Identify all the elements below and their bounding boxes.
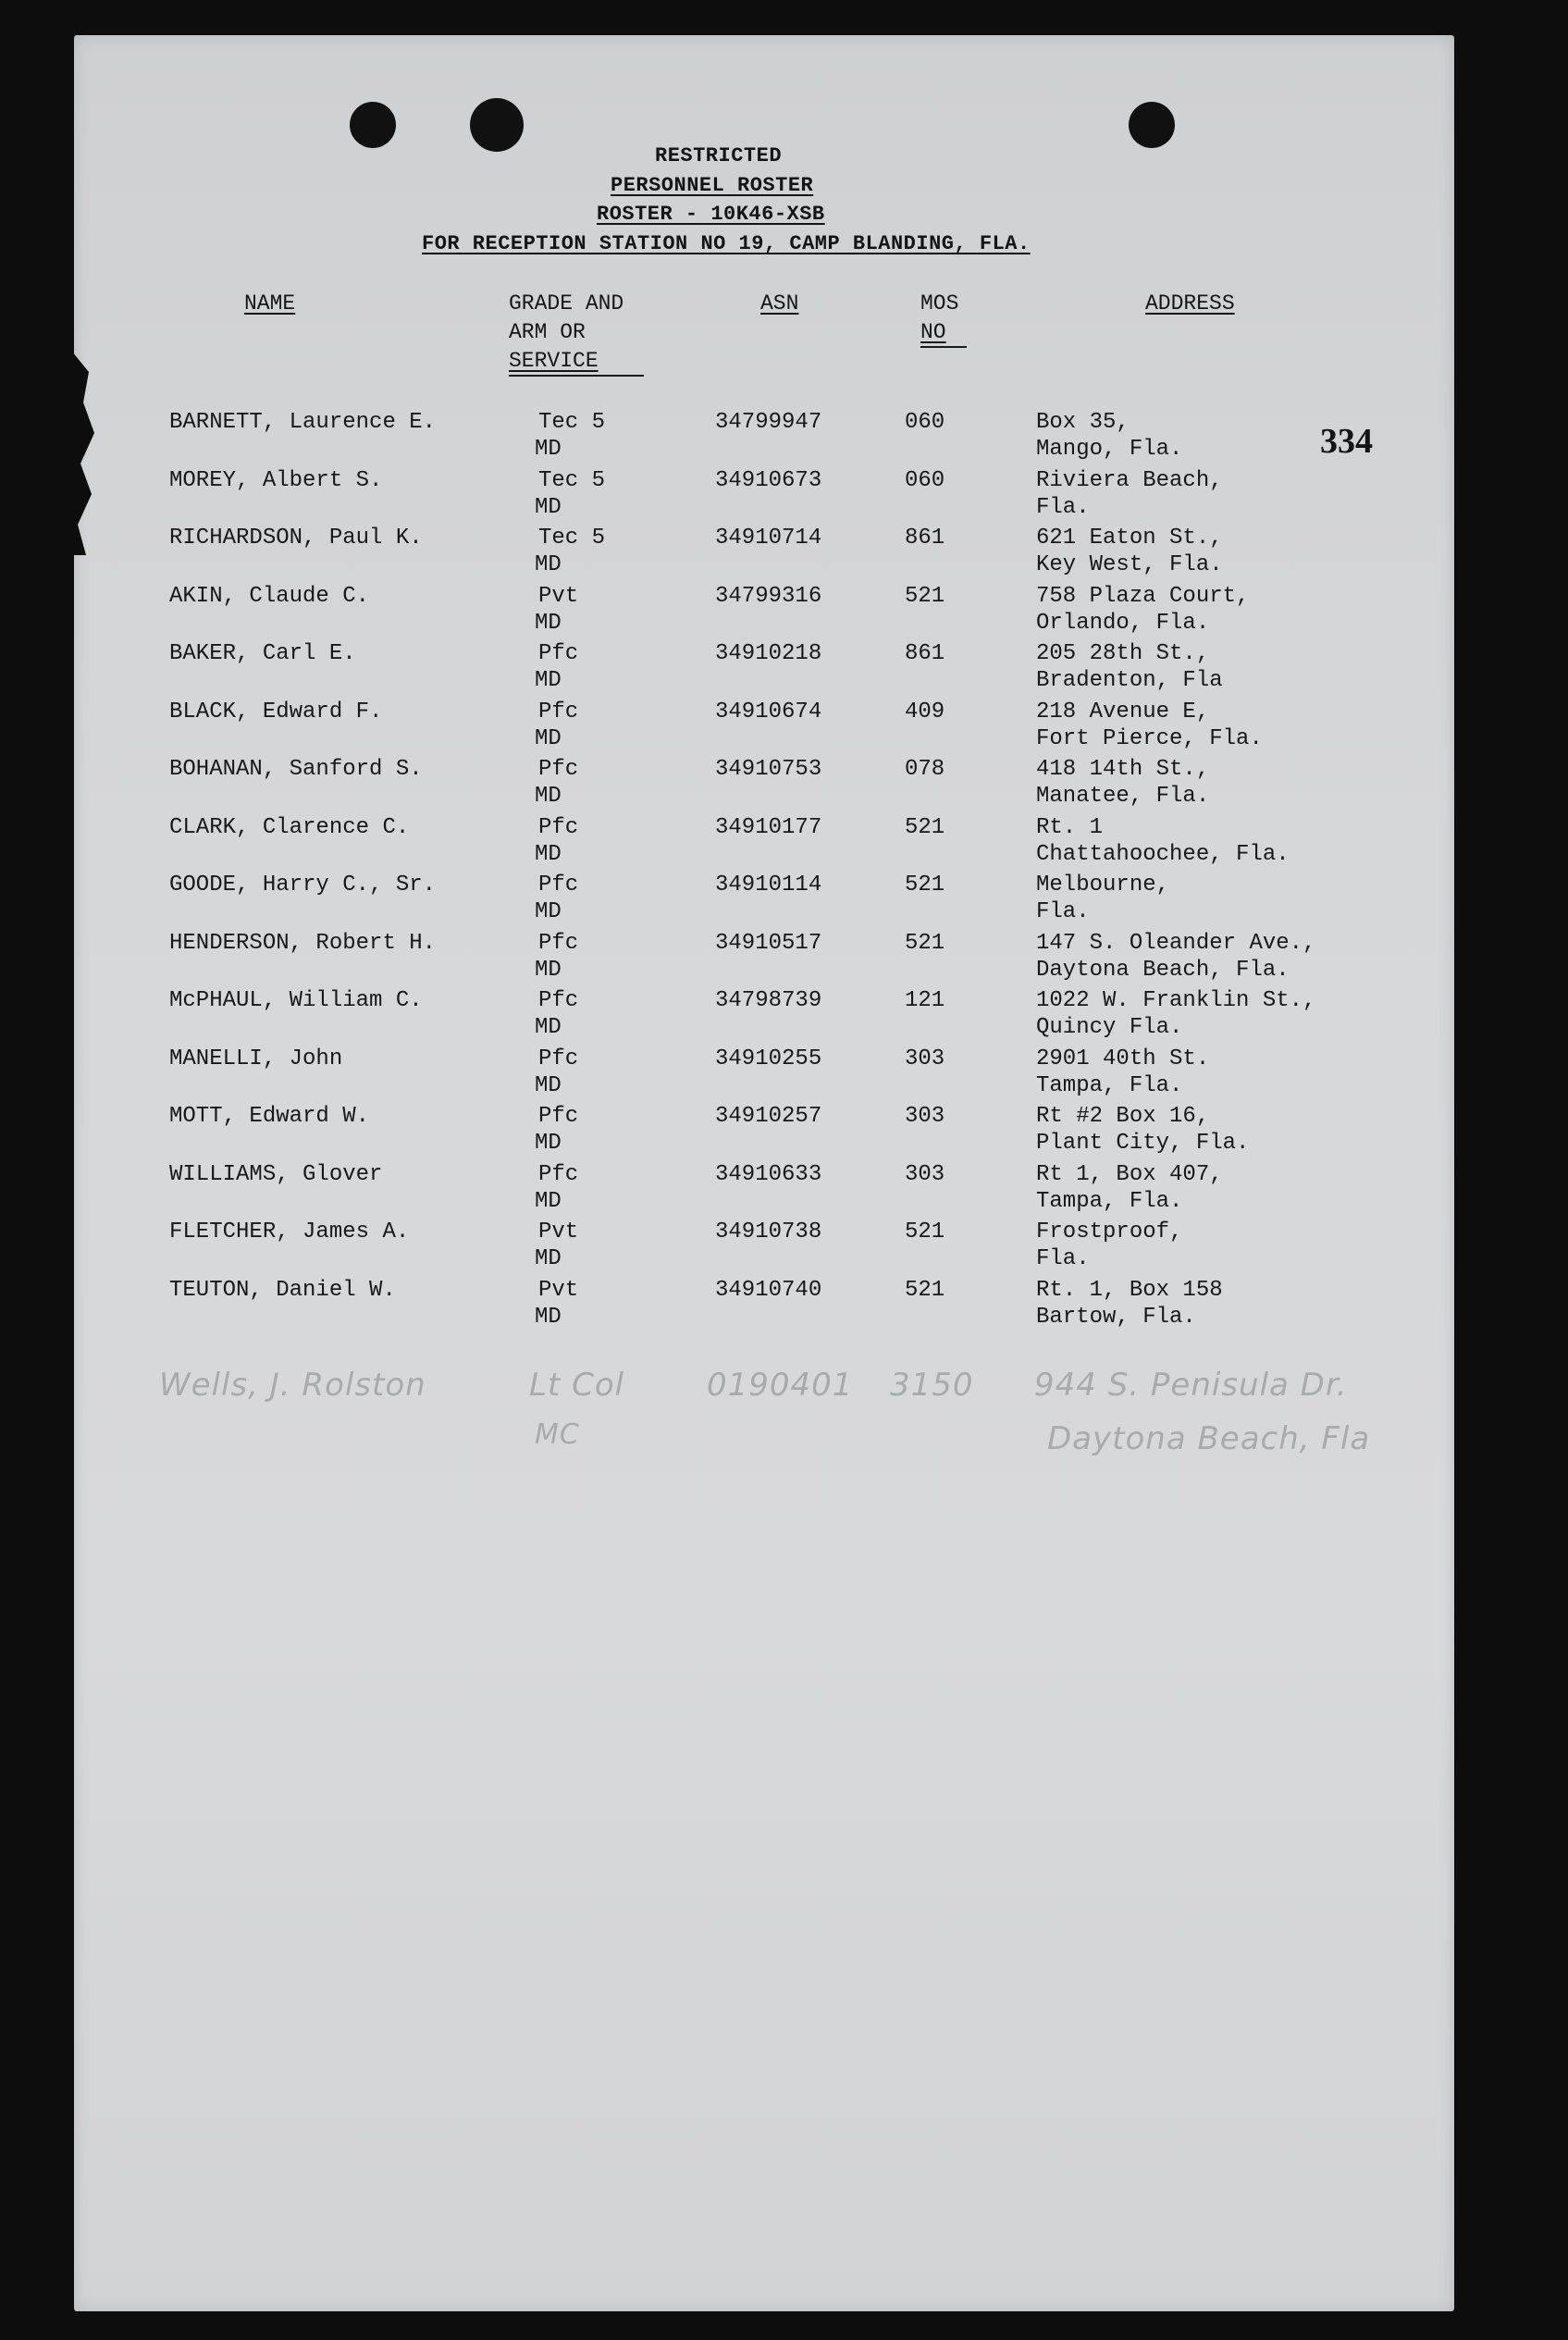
cell-grade: Pfc (538, 873, 579, 898)
cell-arm: MD (535, 552, 562, 577)
cell-arm: MD (535, 957, 562, 983)
cell-address-1: Frostproof, (1036, 1220, 1183, 1244)
cell-name: FLETCHER, James A. (169, 1220, 410, 1244)
header-roster-number: ROSTER - 10K46-XSB (597, 203, 825, 226)
cell-address-1: 205 28th St., (1036, 641, 1210, 666)
cell-asn: 34910257 (715, 1104, 822, 1129)
cell-arm: MD (535, 668, 562, 693)
cell-name: HENDERSON, Robert H. (169, 930, 437, 956)
cell-name: BARNETT, Laurence E. (169, 410, 437, 435)
page-number: 334 (1320, 422, 1373, 461)
cell-mos: 060 (905, 410, 945, 435)
cell-arm: MD (535, 1131, 562, 1156)
cell-address-2: Fla. (1036, 1246, 1090, 1271)
cell-address-1: Rt #2 Box 16, (1036, 1104, 1210, 1129)
hand-arm: MC (535, 1418, 580, 1451)
cell-address-2: Mango, Fla. (1036, 437, 1183, 462)
cell-address-1: Melbourne, (1036, 873, 1170, 898)
cell-arm: MD (535, 610, 562, 636)
hand-grade: Lt Col (529, 1367, 625, 1404)
cell-address-2: Quincy Fla. (1036, 1015, 1183, 1040)
cell-arm: MD (535, 1246, 562, 1271)
cell-grade: Pfc (538, 1104, 579, 1129)
cell-asn: 34910177 (715, 814, 822, 840)
cell-grade: Pfc (538, 1046, 579, 1071)
cell-name: TEUTON, Daniel W. (169, 1277, 396, 1303)
cell-address-1: Rt. 1 (1036, 814, 1104, 840)
cell-grade: Tec 5 (538, 467, 606, 493)
header-title: PERSONNEL ROSTER (611, 174, 814, 197)
cell-address-2: Fort Pierce, Fla. (1036, 725, 1263, 751)
cell-address-2: Fla. (1036, 899, 1090, 924)
cell-arm: MD (535, 784, 562, 809)
col-name: NAME (244, 291, 296, 316)
cell-address-1: Box 35, (1036, 410, 1130, 435)
cell-asn: 34799947 (715, 410, 822, 435)
cell-mos: 521 (905, 873, 945, 898)
col-grade-1: GRADE AND (509, 291, 624, 316)
grade-underline (509, 375, 644, 377)
punch-hole (350, 102, 396, 148)
cell-mos: 861 (905, 526, 945, 551)
cell-asn: 34910740 (715, 1277, 822, 1303)
header-station: FOR RECEPTION STATION NO 19, CAMP BLANDING, FLA. (422, 232, 1031, 255)
cell-address-1: 418 14th St., (1036, 757, 1210, 782)
cell-address-2: Manatee, Fla. (1036, 784, 1210, 809)
header-restricted: RESTRICTED (655, 144, 783, 167)
cell-mos: 521 (905, 583, 945, 609)
cell-mos: 521 (905, 1220, 945, 1244)
cell-mos: 521 (905, 814, 945, 840)
cell-name: BLACK, Edward F. (169, 699, 383, 724)
cell-name: BOHANAN, Sanford S. (169, 757, 423, 782)
punch-hole (1129, 102, 1175, 148)
cell-address-2: Bradenton, Fla (1036, 668, 1223, 693)
cell-name: MOTT, Edward W. (169, 1104, 370, 1129)
cell-grade: Pfc (538, 757, 579, 782)
cell-address-2: Fla. (1036, 494, 1090, 520)
cell-asn: 34799316 (715, 583, 822, 609)
cell-asn: 34910673 (715, 467, 822, 493)
cell-asn: 34910114 (715, 873, 822, 898)
cell-address-1: Rt. 1, Box 158 (1036, 1277, 1223, 1303)
cell-arm: MD (535, 1304, 562, 1330)
cell-grade: Pfc (538, 930, 579, 956)
cell-asn: 34910633 (715, 1161, 822, 1187)
cell-grade: Pvt (538, 1220, 579, 1244)
cell-name: BAKER, Carl E. (169, 641, 356, 666)
cell-mos: 521 (905, 1277, 945, 1303)
cell-arm: MD (535, 1072, 562, 1098)
hand-mos: 3150 (890, 1367, 974, 1404)
cell-name: WILLIAMS, Glover (169, 1161, 383, 1187)
cell-address-2: Plant City, Fla. (1036, 1131, 1250, 1156)
cell-mos: 303 (905, 1161, 945, 1187)
cell-address-2: Key West, Fla. (1036, 552, 1223, 577)
cell-grade: Tec 5 (538, 410, 606, 435)
hand-address-1: 944 S. Penisula Dr. (1034, 1367, 1348, 1404)
cell-grade: Tec 5 (538, 526, 606, 551)
cell-mos: 078 (905, 757, 945, 782)
cell-grade: Pvt (538, 583, 579, 609)
cell-name: GOODE, Harry C., Sr. (169, 873, 437, 898)
col-grade-2: ARM OR (509, 320, 586, 344)
cell-address-2: Tampa, Fla. (1036, 1072, 1183, 1098)
cell-arm: MD (535, 1188, 562, 1214)
cell-mos: 303 (905, 1046, 945, 1071)
cell-mos: 409 (905, 699, 945, 724)
cell-address-1: Riviera Beach, (1036, 467, 1223, 493)
col-address: ADDRESS (1145, 291, 1235, 316)
hand-asn: 0190401 (707, 1367, 854, 1404)
mos-underline (920, 346, 967, 348)
cell-arm: MD (535, 437, 562, 462)
cell-asn: 34910218 (715, 641, 822, 666)
hand-address-2: Daytona Beach, Fla (1047, 1420, 1371, 1457)
cell-address-1: 1022 W. Franklin St., (1036, 988, 1316, 1013)
cell-mos: 121 (905, 988, 945, 1013)
cell-name: McPHAUL, William C. (169, 988, 423, 1013)
punch-hole (470, 98, 524, 152)
cell-name: MOREY, Albert S. (169, 467, 383, 493)
cell-grade: Pfc (538, 1161, 579, 1187)
cell-address-1: 2901 40th St. (1036, 1046, 1210, 1071)
col-mos-2: NO (920, 320, 946, 344)
hand-name: Wells, J. Rolston (159, 1367, 426, 1404)
cell-grade: Pfc (538, 699, 579, 724)
cell-asn: 34910714 (715, 526, 822, 551)
cell-arm: MD (535, 841, 562, 867)
cell-name: CLARK, Clarence C. (169, 814, 410, 840)
col-asn: ASN (760, 291, 799, 316)
cell-mos: 521 (905, 930, 945, 956)
cell-address-2: Daytona Beach, Fla. (1036, 957, 1290, 983)
cell-address-1: 758 Plaza Court, (1036, 583, 1250, 609)
cell-asn: 34910738 (715, 1220, 822, 1244)
cell-asn: 34798739 (715, 988, 822, 1013)
cell-address-1: 621 Eaton St., (1036, 526, 1223, 551)
cell-mos: 303 (905, 1104, 945, 1129)
col-mos-1: MOS (920, 291, 959, 316)
col-grade-3: SERVICE (509, 349, 599, 373)
cell-address-2: Tampa, Fla. (1036, 1188, 1183, 1214)
cell-name: MANELLI, John (169, 1046, 343, 1071)
cell-grade: Pfc (538, 641, 579, 666)
cell-address-2: Bartow, Fla. (1036, 1304, 1196, 1330)
cell-address-2: Chattahoochee, Fla. (1036, 841, 1290, 867)
cell-address-2: Orlando, Fla. (1036, 610, 1210, 636)
cell-mos: 060 (905, 467, 945, 493)
cell-asn: 34910255 (715, 1046, 822, 1071)
cell-grade: Pfc (538, 814, 579, 840)
cell-address-1: 218 Avenue E, (1036, 699, 1210, 724)
cell-name: AKIN, Claude C. (169, 583, 370, 609)
cell-arm: MD (535, 494, 562, 520)
cell-address-1: Rt 1, Box 407, (1036, 1161, 1223, 1187)
cell-name: RICHARDSON, Paul K. (169, 526, 423, 551)
cell-asn: 34910753 (715, 757, 822, 782)
cell-arm: MD (535, 899, 562, 924)
cell-asn: 34910674 (715, 699, 822, 724)
cell-arm: MD (535, 1015, 562, 1040)
cell-asn: 34910517 (715, 930, 822, 956)
cell-grade: Pvt (538, 1277, 579, 1303)
cell-grade: Pfc (538, 988, 579, 1013)
cell-arm: MD (535, 725, 562, 751)
cell-mos: 861 (905, 641, 945, 666)
cell-address-1: 147 S. Oleander Ave., (1036, 930, 1316, 956)
